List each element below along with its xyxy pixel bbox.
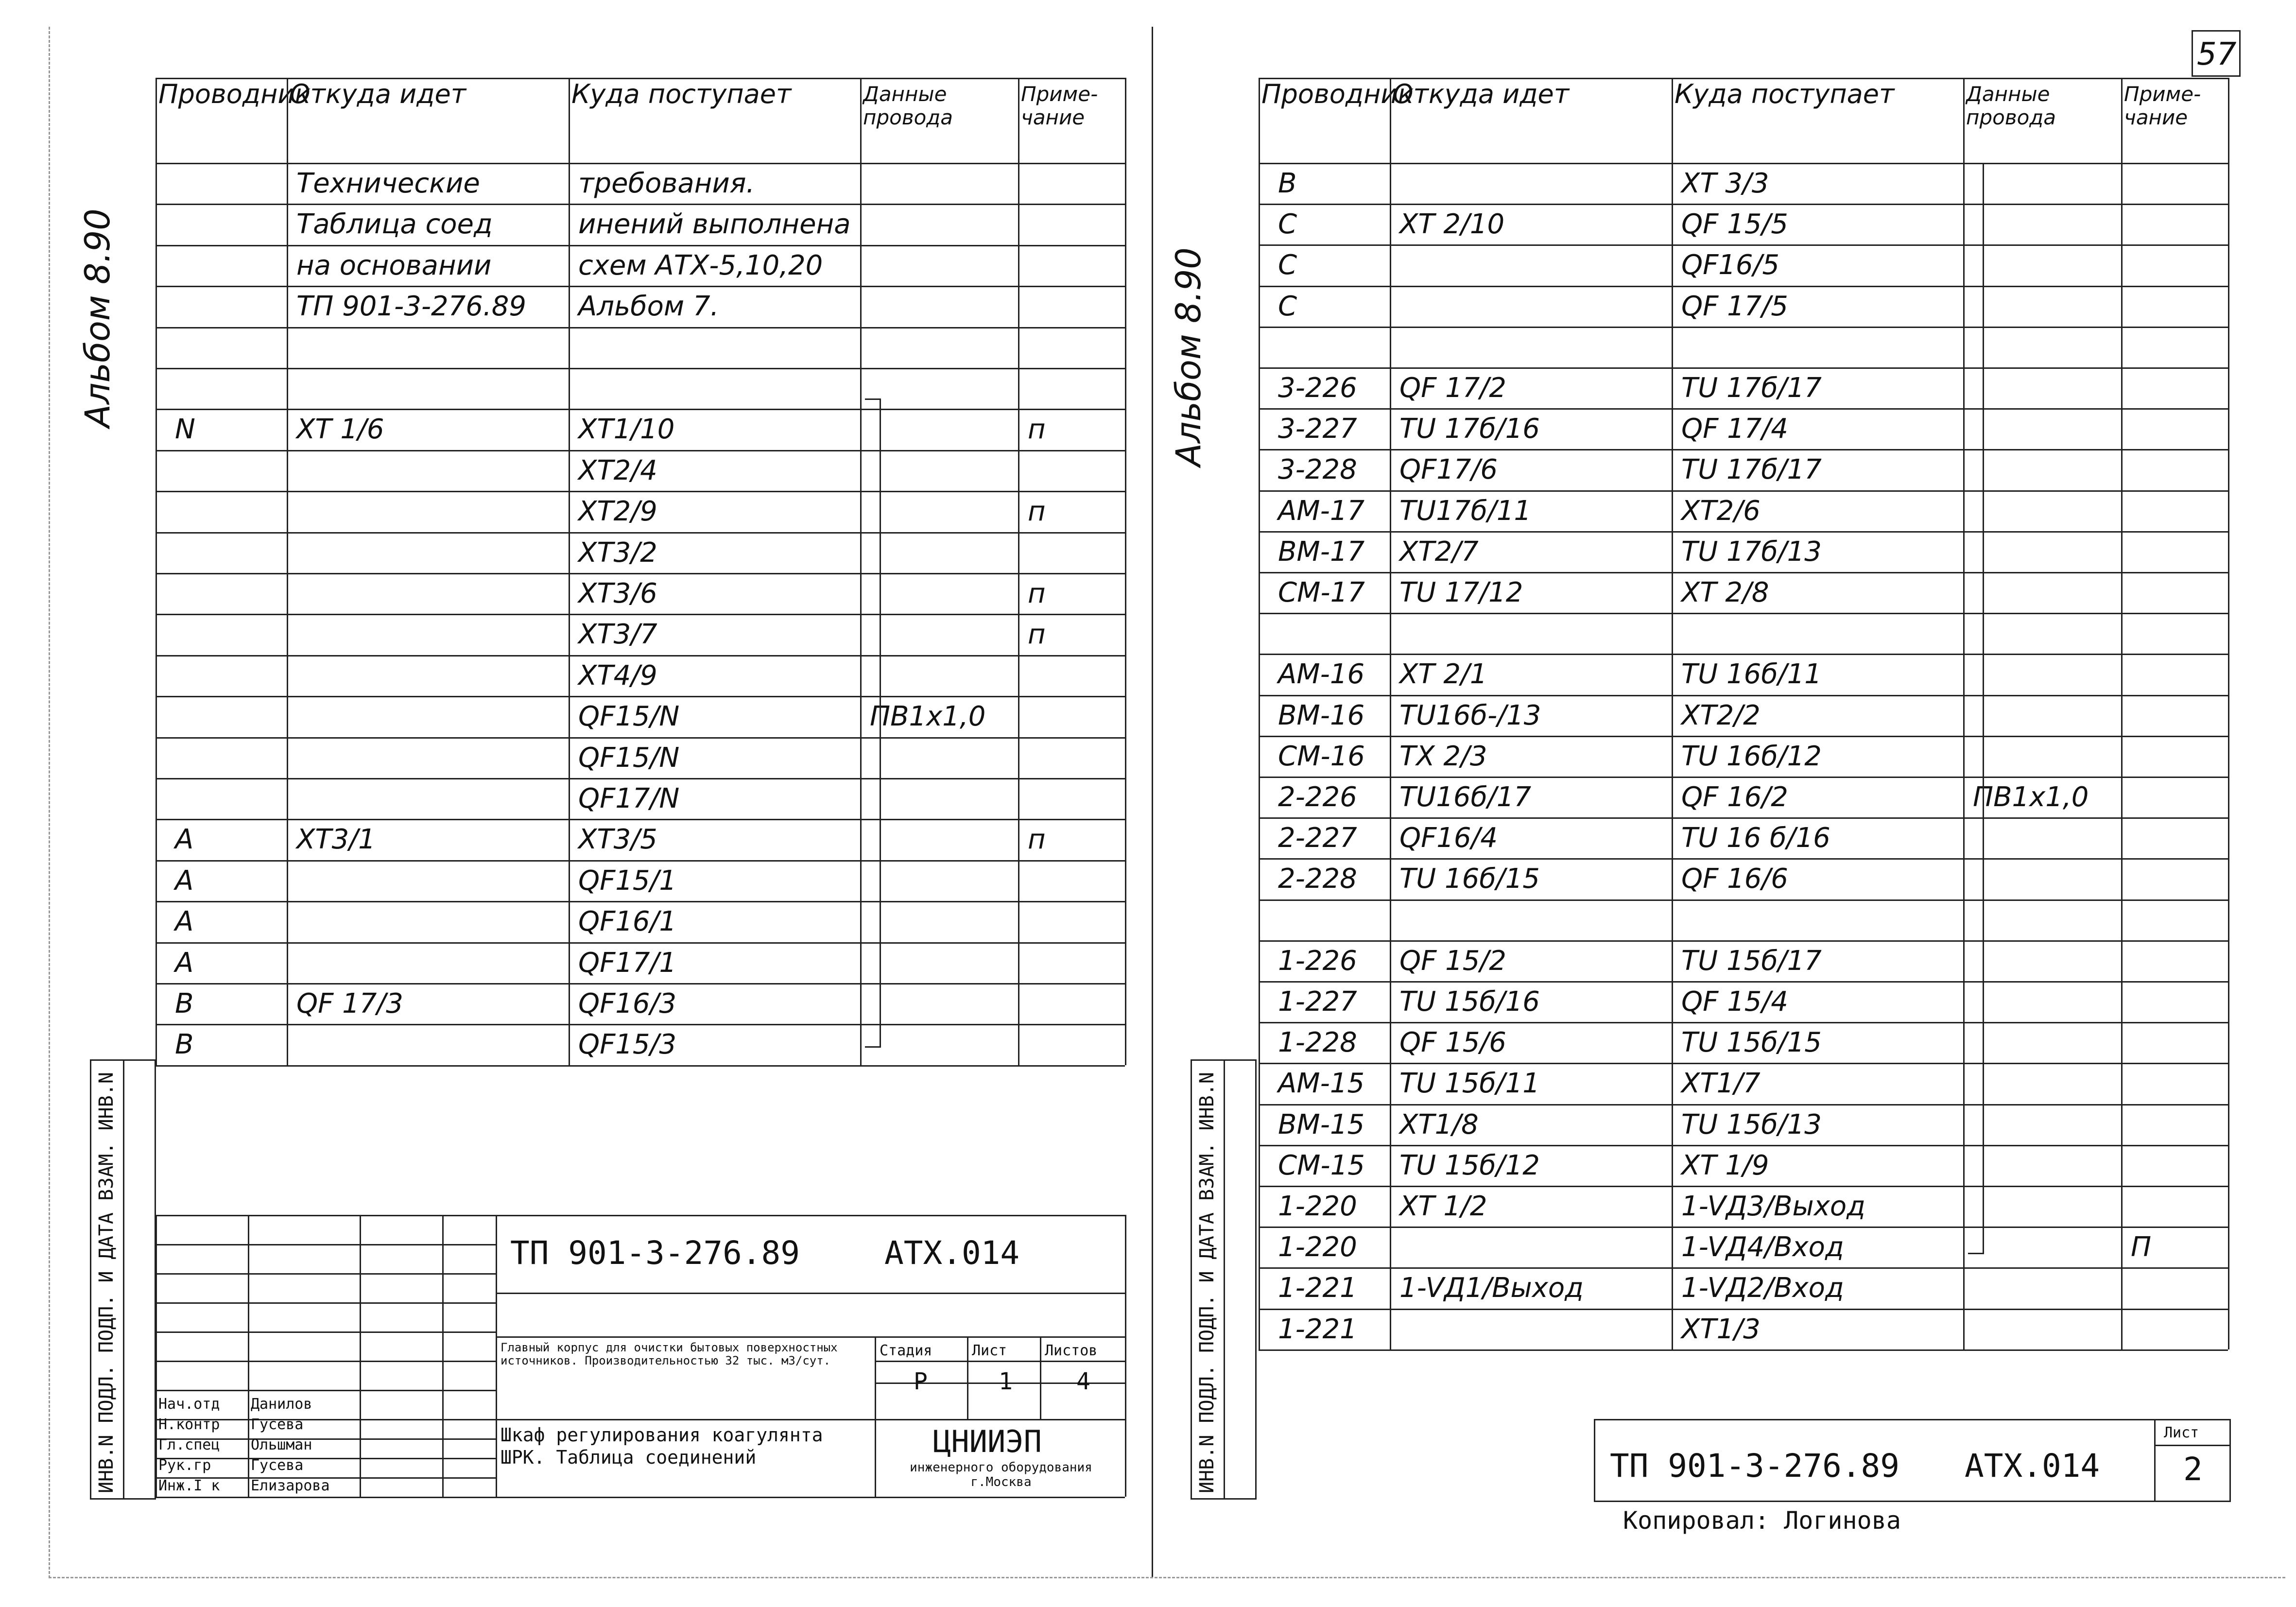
right-row-cell: QF16/5 (1681, 249, 1780, 281)
right-row-cell: QF 17/5 (1681, 290, 1788, 322)
left-row-cell: А (175, 864, 194, 897)
left-row-cell: ХТ4/9 (578, 659, 657, 691)
page-divider (1152, 27, 1153, 1577)
drawing-title: Шкаф регулирования коагулянта ШРК. Таблица соединений (501, 1424, 823, 1468)
table-line (1259, 736, 2228, 737)
right-row-cell: 1-VД4/Вход (1681, 1231, 1844, 1263)
table-header-3: Данные провода (1966, 82, 2056, 129)
copied-by: Копировал: Логинова (1623, 1506, 1901, 1535)
right-row-cell: ТU16б/17 (1399, 781, 1532, 813)
left-row-cell: QF17/N (578, 783, 680, 814)
table-line (1259, 1186, 2228, 1187)
table-line (1259, 78, 2228, 79)
right-row-cell: QF 15/5 (1681, 208, 1788, 241)
table-col-line (1672, 78, 1673, 1349)
left-row-cell: QF15/3 (578, 1029, 677, 1061)
left-row-cell: ХТ3/7 (578, 619, 657, 651)
left-note-row-cell: схем АТХ-5,10,20 (578, 249, 823, 281)
table-line (1259, 367, 2228, 369)
left-row-cell: п (1028, 496, 1046, 528)
role-title: Инж.I к (158, 1477, 220, 1494)
table-line (1259, 817, 2228, 819)
table-line (1259, 777, 2228, 778)
right-row-cell: ТU 17б/13 (1681, 536, 1822, 568)
right-row-cell: ТU 15б/16 (1399, 986, 1540, 1018)
right-row-cell: С (1278, 290, 1297, 322)
table-line (1259, 1309, 2228, 1310)
left-row-cell: ХТ3/2 (578, 536, 657, 569)
right-row-cell: 2-228 (1278, 863, 1357, 895)
right-row-cell: 1-VД1/Выход (1399, 1272, 1584, 1304)
album-label-right: Альбом 8.90 (1169, 247, 1208, 467)
table-line (1259, 858, 2228, 860)
table-line (155, 491, 1125, 492)
left-row-cell: ХТ2/9 (578, 496, 657, 528)
table-col-line (155, 78, 157, 1065)
left-note-row-cell: требования. (578, 168, 755, 199)
right-row-cell: 2-227 (1278, 822, 1357, 854)
right-row-cell: ТU17б/11 (1399, 495, 1532, 527)
left-row-cell: А (175, 947, 194, 979)
right-row-cell: АМ-15 (1278, 1068, 1365, 1100)
right-row-cell: ВМ-15 (1278, 1108, 1365, 1140)
table-line (1259, 204, 2228, 205)
right-row-cell: ТU 16б/11 (1681, 658, 1822, 691)
right-row-cell: ХТ2/7 (1399, 536, 1479, 568)
right-row-cell: ТU 16 б/16 (1681, 822, 1830, 854)
left-row-cell: ХТ 1/6 (296, 414, 384, 446)
role-title: Нач.отд (158, 1396, 220, 1413)
sheet-label: Лист (972, 1342, 1007, 1359)
left-note-row-cell: Технические (296, 168, 480, 199)
right-stamp (1191, 1059, 1257, 1500)
left-stamp-text: ИНВ.N ПОДЛ. ПОДП. И ДАТА ВЗАМ. ИНВ.N (95, 1072, 118, 1493)
right-row-cell: 1-226 (1278, 945, 1357, 977)
right-sheet-code: АТХ.014 (1965, 1447, 2100, 1485)
left-row-cell: А (175, 906, 194, 938)
left-row-cell: п (1028, 824, 1046, 856)
right-row-cell: 1-VД3/Выход (1681, 1191, 1865, 1222)
left-row-cell: В (175, 1029, 194, 1061)
table-line (155, 532, 1125, 534)
table-line (1259, 1063, 2228, 1064)
right-row-cell: QF 15/2 (1399, 945, 1506, 977)
right-sheet-label: Лист (2164, 1424, 2199, 1441)
table-line (155, 163, 1125, 164)
table-line (155, 1065, 1125, 1067)
table-line (155, 1024, 1125, 1025)
table-line (1259, 1349, 2228, 1351)
right-row-cell: 3-226 (1278, 372, 1357, 404)
left-row-cell: В (175, 988, 194, 1019)
table-line (155, 860, 1125, 862)
left-row-cell: п (1028, 578, 1046, 609)
right-row-cell: СМ-16 (1278, 740, 1365, 772)
right-row-cell: ВМ-17 (1278, 536, 1365, 568)
table-line (1259, 572, 2228, 573)
right-row-cell: ТU 16б/15 (1399, 863, 1540, 895)
left-row-cell: QF15/N (578, 701, 680, 733)
org-name: ЦНИИЭП (933, 1424, 1042, 1459)
table-header-0: Проводник (1261, 79, 1414, 109)
right-row-cell: QF 16/2 (1681, 781, 1788, 813)
table-line (155, 368, 1125, 369)
stage-value: Р (914, 1368, 928, 1395)
left-row-cell: QF 17/3 (296, 988, 403, 1019)
right-row-cell: QF 17/4 (1681, 413, 1788, 445)
left-row-cell: QF16/1 (578, 906, 677, 938)
table-line (155, 901, 1125, 902)
table-col-line (1259, 78, 1260, 1349)
role-name: Гусева (251, 1416, 304, 1433)
left-stamp (90, 1059, 156, 1500)
right-row-cell: ТХ 2/3 (1399, 740, 1487, 772)
right-row-cell: ТU 17б/17 (1681, 372, 1822, 404)
table-line (155, 819, 1125, 820)
table-col-line (1018, 78, 1019, 1065)
left-row-cell: N (175, 414, 195, 446)
left-doc-number: ТП 901-3-276.89 (510, 1234, 800, 1272)
role-name: Ольшман (251, 1436, 312, 1453)
right-row-cell: ТU 17б/17 (1681, 454, 1822, 486)
table-line (1259, 1022, 2228, 1023)
table-line (155, 778, 1125, 779)
right-row-cell: QF16/4 (1399, 822, 1498, 854)
table-line (155, 614, 1125, 615)
sheet-value: 1 (999, 1368, 1013, 1395)
table-header-1: Откуда идет (290, 79, 466, 109)
role-title: Рук.гр (158, 1457, 211, 1474)
table-line (155, 409, 1125, 410)
right-row-cell: QF 16/6 (1681, 863, 1788, 895)
right-row-cell: 1-221 (1278, 1313, 1357, 1345)
right-row-cell: QF 15/6 (1399, 1027, 1506, 1059)
right-row-cell: СМ-15 (1278, 1149, 1365, 1181)
table-line (1259, 449, 2228, 450)
left-row-cell: ХТ3/6 (578, 578, 657, 609)
right-row-cell: ТU 15б/13 (1681, 1108, 1822, 1140)
right-row-cell: ТU 15б/12 (1399, 1149, 1540, 1181)
right-row-cell: ТU 17б/16 (1399, 413, 1540, 445)
table-header-0: Проводник (158, 79, 311, 109)
table-line (155, 327, 1125, 328)
stage-label: Стадия (880, 1342, 932, 1359)
right-row-cell: QF 17/2 (1399, 372, 1506, 404)
table-line (155, 204, 1125, 205)
right-row-cell: ХТ1/3 (1681, 1313, 1761, 1345)
right-row-cell: АМ-17 (1278, 495, 1365, 527)
right-row-cell: П (2131, 1231, 2152, 1263)
page-number-box (2192, 30, 2241, 77)
role-name: Гусева (251, 1457, 304, 1474)
right-doc-number: ТП 901-3-276.89 (1610, 1447, 1900, 1485)
table-line (1259, 613, 2228, 614)
right-row-cell: 1-220 (1278, 1231, 1357, 1263)
left-row-cell: п (1028, 619, 1046, 651)
role-title: Гл.спец (158, 1436, 220, 1453)
table-col-line (287, 78, 288, 1065)
right-row-cell: ТU 15б/15 (1681, 1027, 1822, 1059)
table-col-line (1125, 78, 1126, 1065)
right-row-cell: ТU 16б/12 (1681, 740, 1822, 772)
right-row-cell: ХТ 1/9 (1681, 1149, 1769, 1181)
right-row-cell: ХТ 2/8 (1681, 577, 1769, 608)
right-row-cell: QF17/6 (1399, 454, 1498, 486)
table-line (155, 78, 1125, 79)
table-header-2: Куда поступает (1675, 79, 1895, 109)
left-row-cell: ХТ2/4 (578, 454, 657, 486)
left-note-row-cell: инений выполнена (578, 208, 851, 241)
table-line (155, 573, 1125, 574)
table-header-4: Приме-чание (2124, 82, 2201, 129)
role-name: Елизарова (251, 1477, 330, 1494)
right-row-cell: 1-VД2/Вход (1681, 1272, 1844, 1304)
table-line (1259, 981, 2228, 983)
right-row-cell: ХТ2/2 (1681, 699, 1761, 731)
right-row-cell: ХТ 3/3 (1681, 168, 1769, 199)
right-row-cell: 1-220 (1278, 1191, 1357, 1222)
right-row-cell: ТU 15б/17 (1681, 945, 1822, 977)
table-line (155, 737, 1125, 739)
table-line (155, 696, 1125, 697)
left-note-row-cell: на основании (296, 249, 492, 281)
left-row-cell: п (1028, 414, 1046, 446)
table-line (1259, 695, 2228, 696)
table-line (155, 245, 1125, 246)
right-row-cell: 1-228 (1278, 1027, 1357, 1059)
table-line (155, 655, 1125, 657)
table-line (1259, 899, 2228, 901)
left-row-cell: QF15/1 (578, 864, 677, 897)
table-line (155, 983, 1125, 985)
left-row-cell: ХТ3/1 (296, 824, 376, 856)
org-sub: инженерного оборудования г.Москва (910, 1460, 1092, 1489)
left-row-cell: ПВ1х1,0 (870, 701, 986, 733)
right-row-cell: ТU16б-/13 (1399, 699, 1541, 731)
table-col-line (1390, 78, 1391, 1349)
table-line (1259, 654, 2228, 655)
left-row-cell: QF15/N (578, 742, 680, 774)
table-line (1259, 1267, 2228, 1269)
table-col-line (1963, 78, 1965, 1349)
right-row-cell: СМ-17 (1278, 577, 1365, 608)
table-header-1: Откуда идет (1393, 79, 1570, 109)
table-line (1259, 490, 2228, 492)
right-row-cell: ТU 17/12 (1399, 577, 1523, 608)
table-col-line (2121, 78, 2123, 1349)
right-row-cell: 3-228 (1278, 454, 1357, 486)
table-line (1259, 1104, 2228, 1106)
album-label-left: Альбом 8.90 (78, 208, 118, 428)
right-row-cell: 2-226 (1278, 781, 1357, 813)
left-row-cell: А (175, 824, 194, 856)
wire-group-bracket (865, 398, 881, 1048)
role-title: Н.контр (158, 1416, 220, 1433)
left-sheet-code: АТХ.014 (884, 1234, 1020, 1272)
sheets-value: 4 (1076, 1368, 1090, 1395)
right-row-cell: ВМ-16 (1278, 699, 1365, 731)
right-row-cell: ХТ 2/10 (1399, 208, 1505, 241)
right-row-cell: ХТ 2/1 (1399, 658, 1487, 691)
table-line (1259, 327, 2228, 328)
left-note-row-cell: ТП 901-3-276.89 (296, 291, 526, 323)
table-line (155, 942, 1125, 944)
table-col-line (2228, 78, 2229, 1349)
right-row-cell: В (1278, 168, 1297, 199)
right-row-cell: С (1278, 249, 1297, 281)
table-header-4: Приме-чание (1021, 82, 1098, 129)
left-project-text: Главный корпус для очистки бытовых поверхностных источников. Производительностью 32 тыс. м3/сут. (501, 1341, 838, 1367)
left-title-block (155, 1215, 1125, 1497)
table-line (1259, 163, 2228, 164)
left-row-cell: ХТ1/10 (578, 414, 675, 446)
right-sheet-value: 2 (2183, 1451, 2203, 1488)
left-row-cell: QF17/1 (578, 947, 677, 979)
table-line (1259, 1227, 2228, 1228)
right-row-cell: ХТ1/7 (1681, 1068, 1761, 1100)
table-line (1259, 244, 2228, 246)
table-line (155, 450, 1125, 451)
sheets-label: Листов (1045, 1342, 1098, 1359)
right-stamp-text: ИНВ.N ПОДЛ. ПОДП. И ДАТА ВЗАМ. ИНВ.N (1196, 1072, 1218, 1493)
right-row-cell: 3-227 (1278, 413, 1357, 445)
right-row-cell: ХТ 1/2 (1399, 1191, 1487, 1222)
table-line (1259, 531, 2228, 533)
role-name: Данилов (251, 1396, 312, 1413)
table-line (1259, 1145, 2228, 1146)
table-header-2: Куда поступает (571, 79, 792, 109)
right-title-block (1594, 1419, 2231, 1502)
right-row-cell: ХТ2/6 (1681, 495, 1761, 527)
left-row-cell: ХТ3/5 (578, 824, 657, 856)
left-note-row-cell: Таблица соед (296, 208, 493, 241)
left-note-row-cell: Альбом 7. (578, 291, 719, 323)
right-row-cell: АМ-16 (1278, 658, 1365, 691)
right-row-cell: QF 15/4 (1681, 986, 1788, 1018)
wire-group-bracket (1968, 163, 1984, 1254)
right-row-cell: ПВ1х1,0 (1973, 781, 2089, 813)
table-line (155, 286, 1125, 287)
right-row-cell: С (1278, 208, 1297, 241)
right-row-cell: ТU 15б/11 (1399, 1068, 1540, 1100)
page-number: 57 (2197, 36, 2237, 72)
table-line (1259, 940, 2228, 942)
table-col-line (860, 78, 862, 1065)
left-row-cell: QF16/3 (578, 988, 677, 1019)
table-header-3: Данные провода (863, 82, 953, 129)
table-line (1259, 408, 2228, 410)
table-col-line (569, 78, 570, 1065)
right-row-cell: 1-227 (1278, 986, 1357, 1018)
right-row-cell: 1-221 (1278, 1272, 1357, 1304)
table-line (1259, 286, 2228, 287)
right-row-cell: ХТ1/8 (1399, 1108, 1479, 1140)
